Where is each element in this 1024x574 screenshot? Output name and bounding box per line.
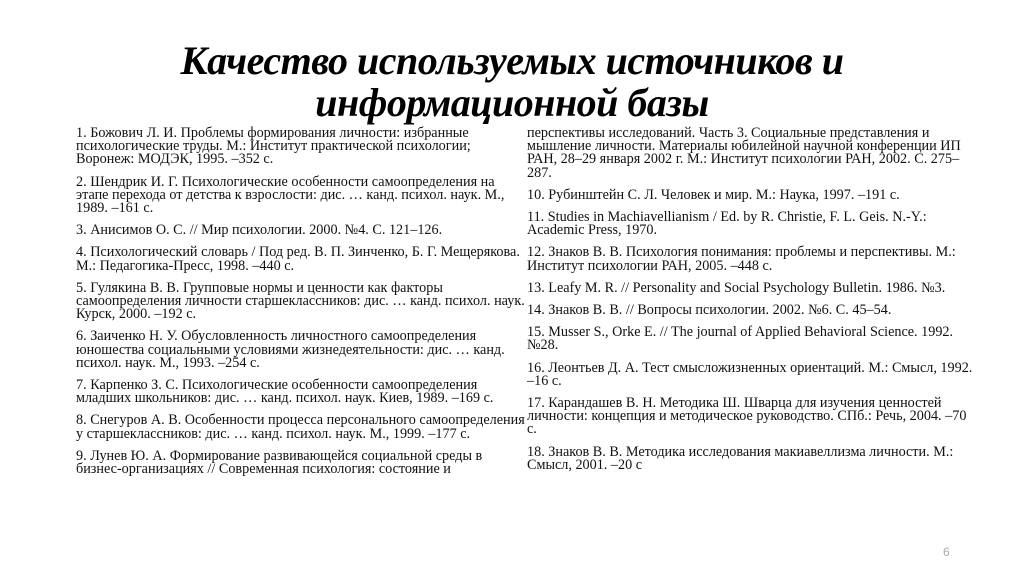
reference-item-10: 10. Рубинштейн С. Л. Человек и мир. М.: Наука, 1997. –191 с. bbox=[527, 186, 900, 203]
reference-item-9: 9. Лунев Ю. А. Формирование развивающейся социальной среды в бизнес-организациях // Современная психология: состояние и bbox=[76, 447, 483, 478]
slide-title-line-2: информационной базы bbox=[315, 80, 709, 125]
reference-item-6: 6. Заиченко Н. У. Обусловленность личностного самоопределения юношества социальными условиями жизнедеятельности: дис. … канд. психол. наук. М., 1993. –254 с. bbox=[76, 328, 505, 371]
reference-item-9-continued: перспективы исследований. Часть 3. Социальные представления и мышление личности. Материалы юбилейной научной конференции ИП РАН, 28–29 января 2002 г. М.: Институт психологии РАН, 2002. С. 275–287. bbox=[527, 125, 961, 181]
references-column-right bbox=[527, 127, 977, 481]
reference-item-17: 17. Карандашев В. Н. Методика Ш. Шварца для изучения ценностей личности: концепция и методическое руководство. СПб.: Речь, 2004. –70 с. bbox=[527, 395, 967, 438]
reference-item-8: 8. Снегуров А. В. Особенности процесса персонального самоопределения у старшеклассников: дис. … канд. психол. наук. М., 1999. –177 с. bbox=[76, 412, 525, 442]
reference-item-1: 1. Божович Л. И. Проблемы формирования личности: избранные психологические труды. М.: Институт практической психологии; Воронеж: МОДЭК, 1995. –352 с. bbox=[76, 125, 471, 168]
reference-item-16: 16. Леонтьев Д. А. Тест смысложизненных ориентаций. М.: Смысл, 1992. –16 с. bbox=[527, 359, 973, 389]
reference-item-2: 2. Шендрик И. Г. Психологические особенности самоопределения на этапе перехода от детства к взрослости: дис. … канд. психол. наук. М., 1989. –161 с. bbox=[76, 173, 505, 217]
reference-item-5: 5. Гулякина В. В. Групповые нормы и ценности как факторы самоопределения личности старшеклассников: дис. … канд. психол. наук. Курск, 2000. –192 с. bbox=[76, 279, 525, 323]
reference-item-7: 7. Карпенко З. С. Психологические особенности самоопределения младших школьников: дис. … канд. психол. наук. Киев, 1989. –169 с. bbox=[76, 377, 494, 407]
reference-item-15: 15. Musser S., Orke E. // The journal of Applied Behavioral Science. 1992. №28. bbox=[527, 324, 954, 354]
reference-item-13: 13. Leafy M. R. // Personality and Social Psychology Bulletin. 1986. №3. bbox=[527, 279, 946, 296]
reference-item-18: 18. Знаков В. В. Методика исследования макиавеллизма личности. М.: Смысл, 2001. –20 с bbox=[527, 443, 954, 473]
reference-item-4: 4. Психологический словарь / Под ред. В. П. Зинченко, Б. Г. Мещерякова. М.: Педагогика-Пресс, 1998. –440 с. bbox=[76, 244, 520, 274]
slide-title-line-1: Качество используемых источников и bbox=[180, 38, 844, 83]
reference-item-14: 14. Знаков В. В. // Вопросы психологии. 2002. №6. С. 45–54. bbox=[527, 302, 892, 319]
reference-item-12: 12. Знаков В. В. Психология понимания: проблемы и перспективы. М.: Институт психологии РАН, 2005. –448 с. bbox=[527, 244, 956, 274]
page-number: 6 bbox=[943, 545, 950, 559]
references-column-left bbox=[76, 127, 528, 485]
reference-item-11: 11. Studies in Machiavellianism / Ed. by R. Christie, F. L. Geis. N.-Y.: Academic Press, 1970. bbox=[527, 209, 927, 239]
slide-title bbox=[0, 40, 1024, 124]
reference-item-3: 3. Анисимов О. С. // Мир психологии. 2000. №4. С. 121–126. bbox=[76, 222, 443, 239]
